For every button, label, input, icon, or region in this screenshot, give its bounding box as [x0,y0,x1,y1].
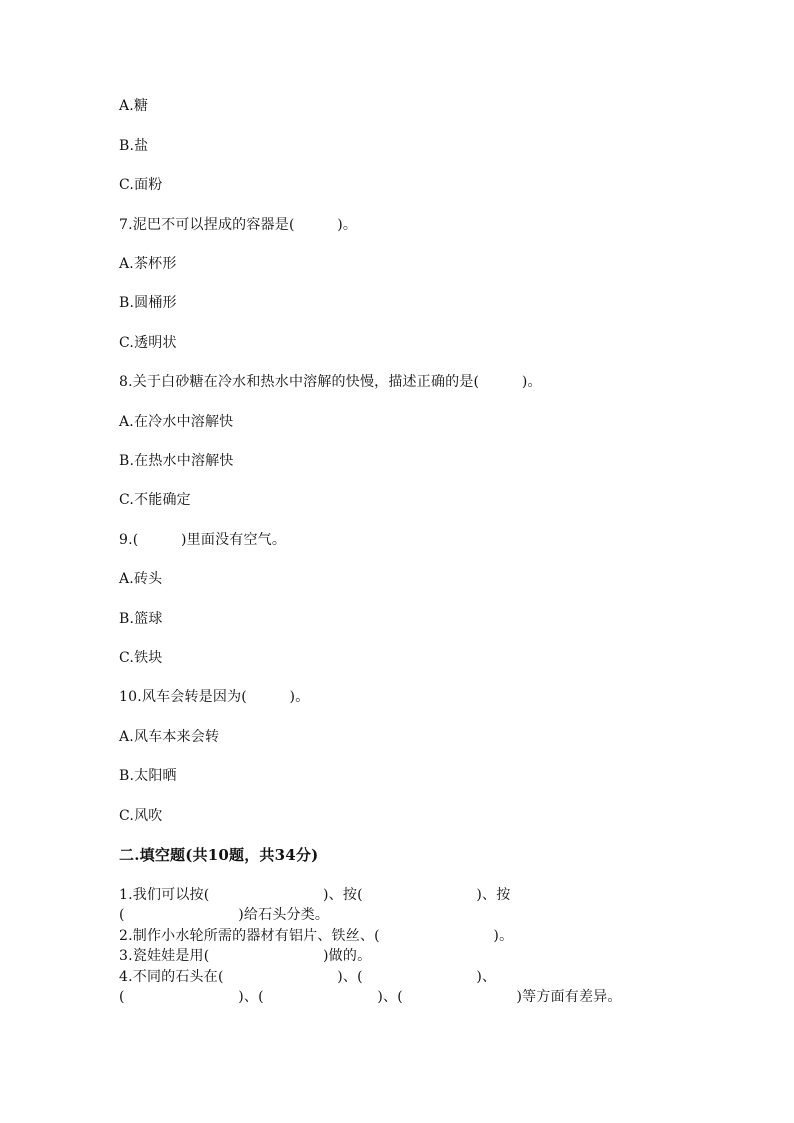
section-title: 二.填空题(共10题，共34分) [119,846,319,864]
option-c: C.透明状 [119,335,177,351]
option-b: B.太阳晒 [119,768,177,784]
option-c: C.面粉 [119,177,163,193]
option-b: B.盐 [119,138,149,154]
option-c: C.不能确定 [119,492,191,508]
fill-blank-line: 1.我们可以按( )、按( )、按 [119,887,511,903]
option-b: B.圆桶形 [119,295,177,311]
question-stem: 8.关于白砂糖在冷水和热水中溶解的快慢，描述正确的是( )。 [119,374,542,390]
fill-blank-line: 2.制作小水轮所需的器材有铝片、铁丝、( )。 [119,928,514,944]
fill-blank-line: 4.不同的石头在( )、( )、 [119,969,497,985]
option-c: C.风吹 [119,808,163,824]
option-a: A.砖头 [119,571,163,587]
question-stem: 9.( )里面没有空气。 [119,532,287,548]
fill-blank-line: ( )给石头分类。 [119,907,330,923]
option-b: B.篮球 [119,611,163,627]
question-stem: 7.泥巴不可以捏成的容器是( )。 [119,217,358,233]
question-stem: 10.风车会转是因为( )。 [119,689,310,705]
fill-blank-line: ( )、( )、( )等方面有差异。 [119,989,622,1005]
fill-blank-line: 3.瓷娃娃是用( )做的。 [119,948,372,964]
option-c: C.铁块 [119,650,163,666]
option-a: A.茶杯形 [119,256,177,272]
option-a: A.风车本来会转 [119,729,220,745]
option-b: B.在热水中溶解快 [119,453,234,469]
option-a: A.在冷水中溶解快 [119,414,234,430]
option-a: A.糖 [119,98,149,114]
